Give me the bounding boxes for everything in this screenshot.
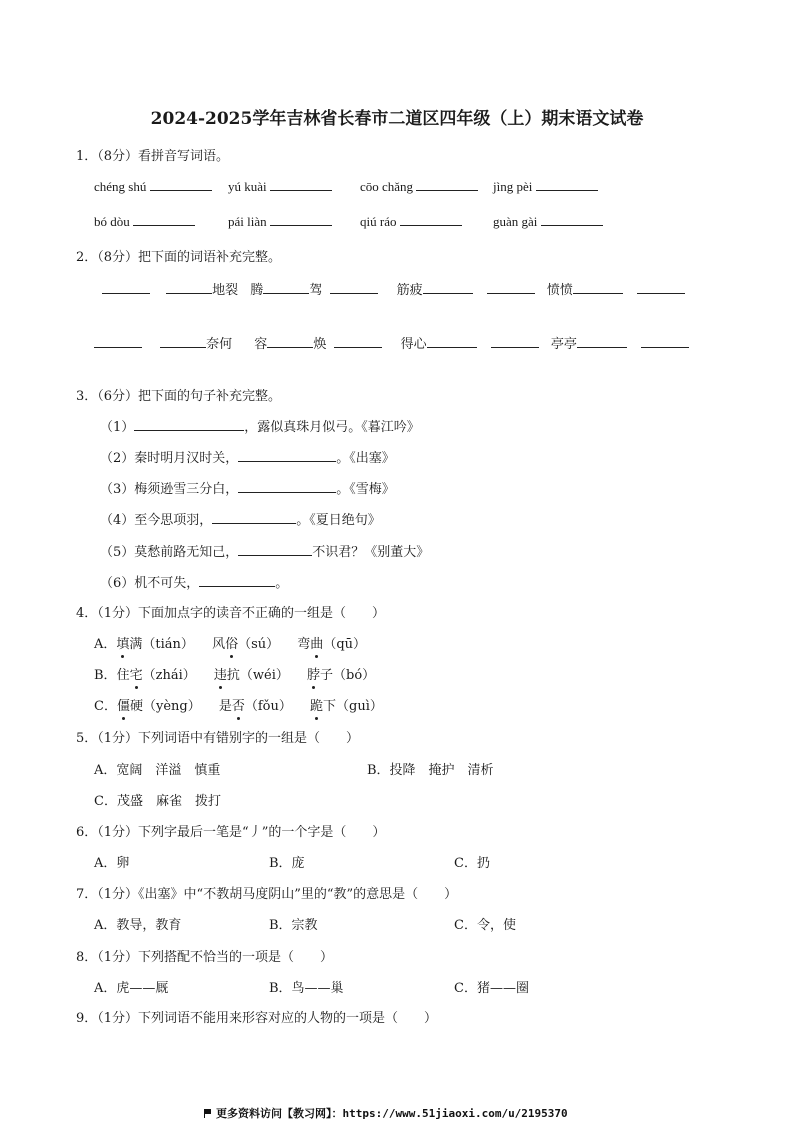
option-b: B．住宅（zhái） 违抗（wéi） 脖子（bó） [94,664,375,683]
question-6-head: 6．（1分）下列字最后一笔是“丿”的一个字是（ ） [76,825,386,840]
pinyin-item: guàn gài [493,213,603,230]
option-c: C．僵硬（yèng） 是否（fǒu） 跪下（guì） [94,695,383,714]
option-b: B．鸟——巢 [269,981,344,996]
poem-line: （5）莫愁前路无知己， 不识君？《别董大》 [100,545,430,560]
option-a: A．卵 [94,856,130,871]
pinyin-item: bó dòu [94,213,195,230]
option-a: A．教导，教育 [94,918,182,933]
option-b: B．宗教 [269,918,318,933]
pinyin-item: cōo chǎng [360,178,478,195]
pinyin-item: chéng shú [94,178,212,195]
question-3-head: 3．（6分）把下面的句子补充完整。 [76,389,282,404]
option-b: B．投降 掩护 清析 [367,763,494,778]
option-c: C．猪——圈 [454,981,529,996]
footer-link[interactable] [204,1105,568,1121]
footer-text: 更多资料访问【教习网】：https://www.51jiaoxi.com/u/2195370 [216,1107,568,1120]
poem-line: （4）至今思项羽， 。《夏日绝句》 [100,513,381,528]
poem-line: （1） ，露似真珠月似弓。《暮江吟》 [100,420,420,435]
question-1-head: 1．（8分）看拼音写词语。 [76,149,230,164]
question-5-head: 5．（1分）下列词语中有错别字的一组是（ ） [76,731,360,746]
option-c: C．令，使 [454,918,516,933]
option-a: A．填满（tián） 风俗（sú） 弯曲（qū） [94,633,366,652]
option-b: B．庞 [269,856,305,871]
pinyin-item: pái liàn [228,213,332,230]
pinyin-item: qiú ráo [360,213,462,230]
flag-icon [204,1109,212,1118]
option-c: C．扔 [454,856,490,871]
pinyin-item: yú kuài [228,178,332,195]
page-title: 2024-2025学年吉林省长春市二道区四年级（上）期末语文试卷 [150,109,644,129]
poem-line: （3）梅须逊雪三分白， 。《雪梅》 [100,482,395,497]
pinyin-item: jìng pèi [493,178,598,195]
option-a: A．宽阔 洋溢 慎重 [94,763,221,778]
question-8-head: 8．（1分）下列搭配不恰当的一项是（ ） [76,950,334,965]
option-a: A．虎——厩 [94,981,169,996]
idiom-row: 奈何 容 焕 得心 亭亭 [94,333,689,352]
option-c: C．茂盛 麻雀 拨打 [94,794,221,809]
question-9-head: 9．（1分）下列词语不能用来形容对应的人物的一项是（ ） [76,1011,438,1026]
question-4-head: 4．（1分）下面加点字的读音不正确的一组是（ ） [76,606,386,621]
poem-line: （6）机不可失， 。 [100,576,289,591]
idiom-row: 地裂 腾 驾 筋疲 愤愤 [102,279,685,298]
question-2-head: 2．（8分）把下面的词语补充完整。 [76,250,282,265]
poem-line: （2）秦时明月汉时关， 。《出塞》 [100,451,395,466]
question-7-head: 7．（1分）《出塞》中“不教胡马度阴山”里的“教”的意思是（ ） [76,887,458,902]
